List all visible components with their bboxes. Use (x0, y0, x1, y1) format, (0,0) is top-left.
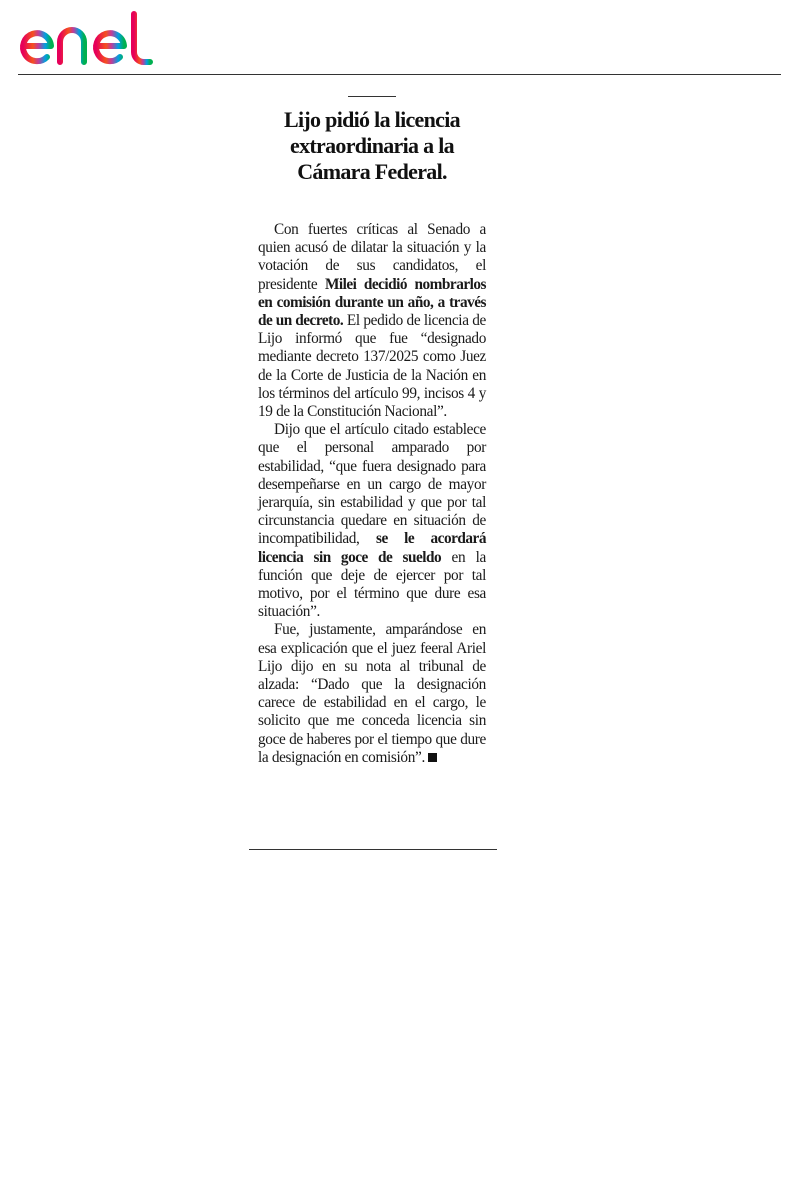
paragraph-2 (258, 421, 486, 621)
end-mark-icon (428, 753, 437, 762)
article (258, 96, 486, 767)
paragraph-3 (258, 621, 486, 767)
enel-logo (18, 8, 170, 68)
article-body (258, 221, 486, 767)
paragraph-1 (258, 221, 486, 421)
footer-rule (249, 849, 497, 850)
p3-text-1: Fue, justamente, amparándose en esa explicación que el juez feeral Ariel Lijo dijo en su nota al tribunal de alzada: “Dado que la designación carece de estabilidad en el cargo, le solicito que me conceda licencia sin goce de haberes por el tiempo que dure la designación en comisión”. (258, 621, 486, 766)
p2-text-2: en la función que deje de ejercer por tal motivo, por el término que dure esa situación”. (258, 548, 486, 621)
headline: Lijo pidió la licencia extraordinaria a la Cámara Federal. (284, 107, 460, 184)
p1-text-2: El pedido de licencia de Lijo informó que fue “designado mediante decreto 137/2025 como Juez de la Corte de Justicia de la Nación en los términos del artículo 99, incisos 4 y 19 de la Constitución Nacional”. (258, 312, 486, 421)
p1-bold-1: Milei decidió nombrarlos en comisión durante un año, a través de un decreto. (258, 275, 486, 330)
p2-text-1: Dijo que el artículo citado establece que el personal amparado por estabilidad, “que fuera designado para desempeñarse en un cargo de mayor jerarquía, sin estabilidad y que por tal circunstancia quedare en situación de incompatibilidad, (258, 421, 486, 548)
p2-bold-1: se le acordará licencia sin goce de sueldo (258, 530, 486, 566)
kicker-rule (348, 96, 396, 97)
p1-text-1: Con fuertes críticas al Senado a quien acusó de dilatar la situación y la votación de sus candidatos, el presidente (258, 221, 486, 293)
header-rule (18, 74, 781, 75)
